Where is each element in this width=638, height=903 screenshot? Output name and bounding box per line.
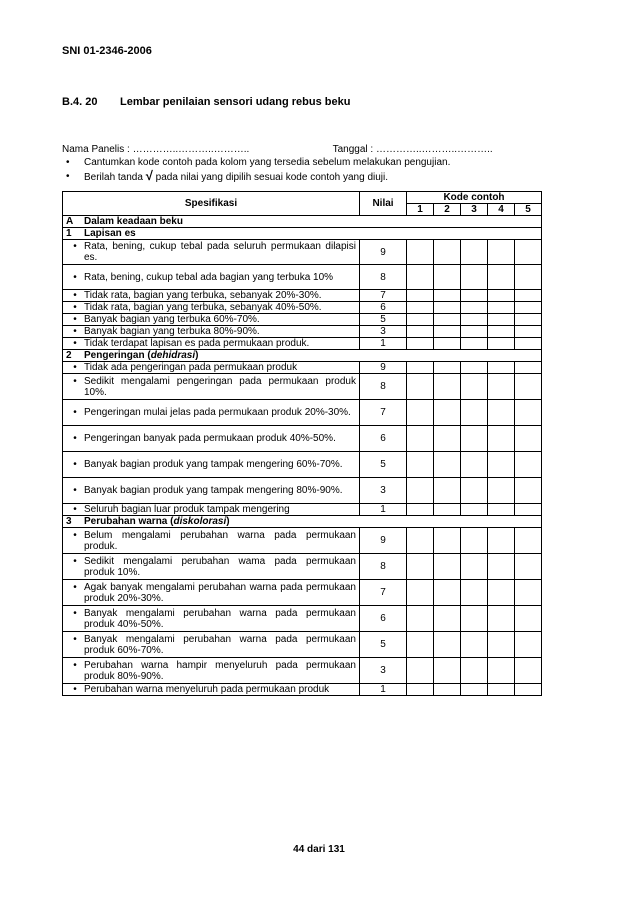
kode-contoh-cell[interactable] xyxy=(434,504,461,516)
panelist-line xyxy=(62,144,582,155)
kode-contoh-cell[interactable] xyxy=(434,374,461,400)
spec-text: Seluruh bagian luar produk tampak mengering xyxy=(84,504,290,515)
kode-contoh-cell[interactable] xyxy=(488,338,515,350)
nilai-cell: 8 xyxy=(360,554,407,580)
kode-contoh-cell[interactable] xyxy=(488,632,515,658)
nilai-cell: 7 xyxy=(360,580,407,606)
kode-contoh-cell[interactable] xyxy=(461,528,488,554)
kode-contoh-cell[interactable] xyxy=(488,362,515,374)
spec-cell xyxy=(63,426,360,452)
spec-cell xyxy=(63,452,360,478)
bullet: • xyxy=(73,433,77,444)
nilai-cell: 6 xyxy=(360,606,407,632)
spec-cell xyxy=(63,374,360,400)
spec-text: Sedikit mengalami perubahan wama pada permukaan produk 10%. xyxy=(84,555,356,578)
spec-cell xyxy=(63,684,360,696)
spec-cell xyxy=(63,240,360,265)
table-row xyxy=(63,240,542,265)
table-row xyxy=(63,658,542,684)
table-row xyxy=(63,632,542,658)
nilai-cell: 7 xyxy=(360,290,407,302)
kode-contoh-cell[interactable] xyxy=(434,326,461,338)
bullet: • xyxy=(73,485,77,496)
table-row xyxy=(63,478,542,504)
kode-contoh-cell[interactable] xyxy=(488,528,515,554)
kode-number: 5 xyxy=(515,204,542,216)
group-3-row xyxy=(63,516,542,528)
group-2-row xyxy=(63,350,542,362)
spec-cell xyxy=(63,265,360,290)
kode-contoh-cell[interactable] xyxy=(407,374,434,400)
kode-contoh-cell[interactable] xyxy=(488,314,515,326)
spec-cell xyxy=(63,504,360,516)
spec-cell xyxy=(63,554,360,580)
panelist-name-field[interactable]: …………..………..……….. xyxy=(132,144,250,155)
nilai-cell: 1 xyxy=(360,338,407,350)
kode-contoh-cell[interactable] xyxy=(515,452,542,478)
bullet: • xyxy=(66,157,70,168)
column-header-spesifikasi: Spesifikasi xyxy=(63,192,360,216)
group-1-row xyxy=(63,228,542,240)
spec-cell xyxy=(63,632,360,658)
kode-contoh-cell[interactable] xyxy=(515,290,542,302)
kode-contoh-cell[interactable] xyxy=(461,314,488,326)
kode-contoh-cell[interactable] xyxy=(407,290,434,302)
instruction-suffix: pada nilai yang dipilih sesuai kode contoh yang diuji. xyxy=(155,172,389,183)
spec-text: Sedikit mengalami pengeringan pada permukaan produk 10%. xyxy=(84,375,356,398)
spec-text: Tidak ada pengeringan pada permukaan produk xyxy=(84,362,298,373)
kode-contoh-cell[interactable] xyxy=(434,452,461,478)
table-row xyxy=(63,400,542,426)
kode-contoh-cell[interactable] xyxy=(407,265,434,290)
table-row xyxy=(63,606,542,632)
kode-contoh-cell[interactable] xyxy=(515,478,542,504)
table-row xyxy=(63,338,542,350)
nilai-cell: 9 xyxy=(360,240,407,265)
bullet: • xyxy=(66,171,70,182)
kode-contoh-cell[interactable] xyxy=(488,452,515,478)
spec-text: Banyak mengalami perubahan warna pada permukaan produk 60%-70%. xyxy=(84,633,356,656)
kode-contoh-cell[interactable] xyxy=(407,338,434,350)
table-row xyxy=(63,326,542,338)
standard-code: SNI 01-2346-2006 xyxy=(62,45,152,57)
group-heading xyxy=(63,216,542,228)
group-label-end: ) xyxy=(195,350,199,361)
section-a-row xyxy=(63,216,542,228)
kode-contoh-cell[interactable] xyxy=(488,302,515,314)
kode-contoh-cell[interactable] xyxy=(461,362,488,374)
group-label: Perubahan warna ( xyxy=(84,516,174,527)
kode-contoh-cell[interactable] xyxy=(488,426,515,452)
group-number: 2 xyxy=(66,350,72,361)
spec-text: Belum mengalami perubahan warna pada permukaan produk. xyxy=(84,529,356,552)
nilai-cell: 1 xyxy=(360,504,407,516)
kode-contoh-cell[interactable] xyxy=(515,240,542,265)
kode-contoh-cell[interactable] xyxy=(488,606,515,632)
group-label-italic: dehidrasi xyxy=(150,350,196,361)
kode-contoh-cell[interactable] xyxy=(515,684,542,696)
group-number: 3 xyxy=(66,516,72,527)
bullet: • xyxy=(73,362,77,373)
table-row xyxy=(63,504,542,516)
kode-contoh-cell[interactable] xyxy=(488,554,515,580)
kode-contoh-cell[interactable] xyxy=(434,684,461,696)
bullet: • xyxy=(73,607,77,619)
table-row xyxy=(63,374,542,400)
kode-contoh-cell[interactable] xyxy=(515,338,542,350)
group-heading xyxy=(63,350,542,362)
date-label: Tanggal : xyxy=(332,144,374,155)
kode-contoh-cell[interactable] xyxy=(407,658,434,684)
kode-number: 2 xyxy=(434,204,461,216)
spec-cell xyxy=(63,606,360,632)
instruction-prefix: Berilah tanda xyxy=(84,172,143,183)
kode-number: 4 xyxy=(488,204,515,216)
column-header-kode-contoh: Kode contoh xyxy=(407,192,542,204)
table-body xyxy=(63,216,542,696)
kode-contoh-cell[interactable] xyxy=(461,240,488,265)
bullet: • xyxy=(73,684,77,695)
kode-contoh-cell[interactable] xyxy=(407,240,434,265)
nilai-cell: 3 xyxy=(360,326,407,338)
check-mark-icon: √ xyxy=(145,168,153,183)
kode-contoh-cell[interactable] xyxy=(515,362,542,374)
nilai-cell: 7 xyxy=(360,400,407,426)
spec-text: Agak banyak mengalami perubahan warna pada permukaan produk 20%-30%. xyxy=(84,581,356,604)
group-heading xyxy=(63,228,542,240)
group-label-italic: diskolorasi xyxy=(173,516,227,527)
kode-contoh-cell[interactable] xyxy=(407,632,434,658)
nilai-cell: 8 xyxy=(360,265,407,290)
spec-text: Perubahan warna hampir menyeluruh pada permukaan produk 80%-90%. xyxy=(84,659,356,682)
kode-contoh-cell[interactable] xyxy=(515,580,542,606)
section-heading xyxy=(62,96,350,108)
kode-contoh-cell[interactable] xyxy=(434,478,461,504)
instruction-1 xyxy=(62,157,582,168)
spec-cell xyxy=(63,528,360,554)
kode-contoh-cell[interactable] xyxy=(515,504,542,516)
kode-contoh-cell[interactable] xyxy=(488,290,515,302)
kode-contoh-cell[interactable] xyxy=(461,326,488,338)
kode-contoh-cell[interactable] xyxy=(515,528,542,554)
kode-contoh-cell[interactable] xyxy=(461,478,488,504)
kode-contoh-cell[interactable] xyxy=(515,265,542,290)
column-header-nilai: Nilai xyxy=(360,192,407,216)
nilai-cell: 5 xyxy=(360,452,407,478)
spec-text: Banyak bagian yang terbuka 80%-90%. xyxy=(84,326,260,337)
spec-cell xyxy=(63,658,360,684)
table-row xyxy=(63,528,542,554)
spec-cell xyxy=(63,362,360,374)
section-number: B.4. 20 xyxy=(62,96,98,108)
kode-contoh-cell[interactable] xyxy=(488,265,515,290)
spec-text: Tidak rata, bagian yang terbuka, sebanyak 20%-30%. xyxy=(84,290,322,301)
nilai-cell: 5 xyxy=(360,632,407,658)
kode-contoh-cell[interactable] xyxy=(434,606,461,632)
kode-contoh-cell[interactable] xyxy=(461,452,488,478)
nilai-cell: 6 xyxy=(360,426,407,452)
kode-contoh-cell[interactable] xyxy=(461,606,488,632)
kode-contoh-cell[interactable] xyxy=(461,580,488,606)
kode-contoh-cell[interactable] xyxy=(434,338,461,350)
spec-cell xyxy=(63,400,360,426)
kode-contoh-cell[interactable] xyxy=(461,302,488,314)
kode-contoh-cell[interactable] xyxy=(434,314,461,326)
kode-contoh-cell[interactable] xyxy=(488,374,515,400)
kode-contoh-cell[interactable] xyxy=(515,658,542,684)
spec-cell xyxy=(63,326,360,338)
spec-text: Rata, bening, cukup tebal ada bagian yang terbuka 10% xyxy=(84,271,334,283)
kode-contoh-cell[interactable] xyxy=(461,658,488,684)
spec-text: Pengeringan mulai jelas pada permukaan produk 20%-30%. xyxy=(84,407,351,418)
spec-cell xyxy=(63,302,360,314)
kode-contoh-cell[interactable] xyxy=(407,504,434,516)
kode-contoh-cell[interactable] xyxy=(461,338,488,350)
group-label-end: ) xyxy=(226,516,230,527)
kode-contoh-cell[interactable] xyxy=(407,326,434,338)
bullet: • xyxy=(73,633,77,645)
kode-contoh-cell[interactable] xyxy=(407,400,434,426)
kode-contoh-cell[interactable] xyxy=(407,362,434,374)
kode-contoh-cell[interactable] xyxy=(407,426,434,452)
kode-contoh-cell[interactable] xyxy=(407,554,434,580)
table-row xyxy=(63,290,542,302)
kode-contoh-cell[interactable] xyxy=(407,580,434,606)
group-label: Lapisan es xyxy=(84,228,136,239)
bullet: • xyxy=(73,271,77,283)
table-row xyxy=(63,302,542,314)
group-number: A xyxy=(66,216,74,227)
kode-contoh-cell[interactable] xyxy=(434,400,461,426)
kode-contoh-cell[interactable] xyxy=(434,265,461,290)
spec-text: Banyak bagian produk yang tampak mengering 80%-90%. xyxy=(84,485,343,496)
bullet: • xyxy=(73,338,77,349)
kode-contoh-cell[interactable] xyxy=(488,326,515,338)
sensory-assessment-table xyxy=(62,191,542,696)
table-row xyxy=(63,452,542,478)
kode-contoh-cell[interactable] xyxy=(488,580,515,606)
kode-contoh-cell[interactable] xyxy=(434,580,461,606)
kode-number: 1 xyxy=(407,204,434,216)
kode-contoh-cell[interactable] xyxy=(461,290,488,302)
kode-contoh-cell[interactable] xyxy=(515,302,542,314)
bullet: • xyxy=(73,529,77,541)
bullet: • xyxy=(73,290,77,301)
spec-cell xyxy=(63,478,360,504)
instruction-text xyxy=(84,168,389,183)
spec-text: Banyak bagian produk yang tampak mengering 60%-70%. xyxy=(84,459,343,470)
spec-cell xyxy=(63,290,360,302)
kode-contoh-cell[interactable] xyxy=(434,528,461,554)
bullet: • xyxy=(73,375,77,387)
table-row xyxy=(63,314,542,326)
table-row xyxy=(63,554,542,580)
nilai-cell: 9 xyxy=(360,362,407,374)
table-row xyxy=(63,426,542,452)
kode-contoh-cell[interactable] xyxy=(488,478,515,504)
kode-contoh-cell[interactable] xyxy=(515,632,542,658)
kode-contoh-cell[interactable] xyxy=(461,265,488,290)
group-label: Pengeringan ( xyxy=(84,350,151,361)
kode-contoh-cell[interactable] xyxy=(407,684,434,696)
kode-contoh-cell[interactable] xyxy=(515,326,542,338)
table-row xyxy=(63,265,542,290)
panelist-name-label: Nama Panelis : xyxy=(62,144,130,155)
spec-text: Perubahan warna menyeluruh pada permukaan produk xyxy=(84,684,330,695)
kode-contoh-cell[interactable] xyxy=(461,554,488,580)
nilai-cell: 1 xyxy=(360,684,407,696)
kode-contoh-cell[interactable] xyxy=(407,478,434,504)
kode-contoh-cell[interactable] xyxy=(488,400,515,426)
table-row xyxy=(63,684,542,696)
kode-contoh-cell[interactable] xyxy=(515,400,542,426)
nilai-cell: 5 xyxy=(360,314,407,326)
page-number: 44 dari 131 xyxy=(293,844,345,855)
group-number: 1 xyxy=(66,228,72,239)
kode-contoh-cell[interactable] xyxy=(434,240,461,265)
kode-contoh-cell[interactable] xyxy=(488,684,515,696)
instruction-2 xyxy=(62,168,582,183)
spec-text: Banyak mengalami perubahan warna pada permukaan produk 40%-50%. xyxy=(84,607,356,630)
bullet: • xyxy=(73,241,77,252)
kode-contoh-cell[interactable] xyxy=(434,632,461,658)
kode-number: 3 xyxy=(461,204,488,216)
kode-contoh-cell[interactable] xyxy=(515,374,542,400)
kode-contoh-cell[interactable] xyxy=(434,554,461,580)
spec-cell xyxy=(63,314,360,326)
kode-contoh-cell[interactable] xyxy=(407,606,434,632)
spec-text: Banyak bagian yang terbuka 60%-70%. xyxy=(84,314,260,325)
kode-contoh-cell[interactable] xyxy=(488,504,515,516)
kode-contoh-cell[interactable] xyxy=(434,362,461,374)
spec-cell xyxy=(63,580,360,606)
spec-text: Pengeringan banyak pada permukaan produk 40%-50%. xyxy=(84,433,336,444)
kode-contoh-cell[interactable] xyxy=(407,528,434,554)
kode-contoh-cell[interactable] xyxy=(434,290,461,302)
spec-cell xyxy=(63,338,360,350)
kode-contoh-cell[interactable] xyxy=(515,606,542,632)
kode-contoh-cell[interactable] xyxy=(488,240,515,265)
bullet: • xyxy=(73,659,77,671)
spec-text: Tidak rata, bagian yang terbuka, sebanyak 40%-50%. xyxy=(84,302,322,313)
kode-contoh-cell[interactable] xyxy=(515,554,542,580)
kode-contoh-cell[interactable] xyxy=(461,632,488,658)
kode-contoh-cell[interactable] xyxy=(434,658,461,684)
table-row xyxy=(63,362,542,374)
group-label: Dalam keadaan beku xyxy=(84,216,183,227)
kode-contoh-cell[interactable] xyxy=(461,400,488,426)
date-field[interactable]: …………..………..……….. xyxy=(375,144,493,155)
kode-contoh-cell[interactable] xyxy=(461,684,488,696)
bullet: • xyxy=(73,459,77,470)
kode-contoh-cell[interactable] xyxy=(407,452,434,478)
bullet: • xyxy=(73,407,77,418)
bullet: • xyxy=(73,326,77,337)
kode-contoh-cell[interactable] xyxy=(407,314,434,326)
kode-contoh-cell[interactable] xyxy=(434,426,461,452)
bullet: • xyxy=(73,302,77,313)
nilai-cell: 3 xyxy=(360,658,407,684)
kode-contoh-cell[interactable] xyxy=(488,658,515,684)
nilai-cell: 6 xyxy=(360,302,407,314)
nilai-cell: 9 xyxy=(360,528,407,554)
kode-contoh-cell[interactable] xyxy=(515,426,542,452)
table-row xyxy=(63,580,542,606)
bullet: • xyxy=(73,314,77,325)
nilai-cell: 8 xyxy=(360,374,407,400)
instruction-text: Cantumkan kode contoh pada kolom yang tersedia sebelum melakukan pengujian. xyxy=(84,157,451,168)
spec-text: Tidak terdapat lapisan es pada permukaan produk. xyxy=(84,338,310,349)
bullet: • xyxy=(73,555,77,567)
kode-contoh-cell[interactable] xyxy=(407,302,434,314)
bullet: • xyxy=(73,581,77,593)
group-heading xyxy=(63,516,542,528)
nilai-cell: 3 xyxy=(360,478,407,504)
kode-contoh-cell[interactable] xyxy=(434,302,461,314)
bullet: • xyxy=(73,504,77,515)
spec-text: Rata, bening, cukup tebal pada seluruh permukaan dilapisi es. xyxy=(84,241,356,263)
kode-contoh-cell[interactable] xyxy=(461,374,488,400)
kode-contoh-cell[interactable] xyxy=(461,504,488,516)
kode-contoh-cell[interactable] xyxy=(461,426,488,452)
section-title: Lembar penilaian sensori udang rebus beku xyxy=(120,96,351,108)
kode-contoh-cell[interactable] xyxy=(515,314,542,326)
